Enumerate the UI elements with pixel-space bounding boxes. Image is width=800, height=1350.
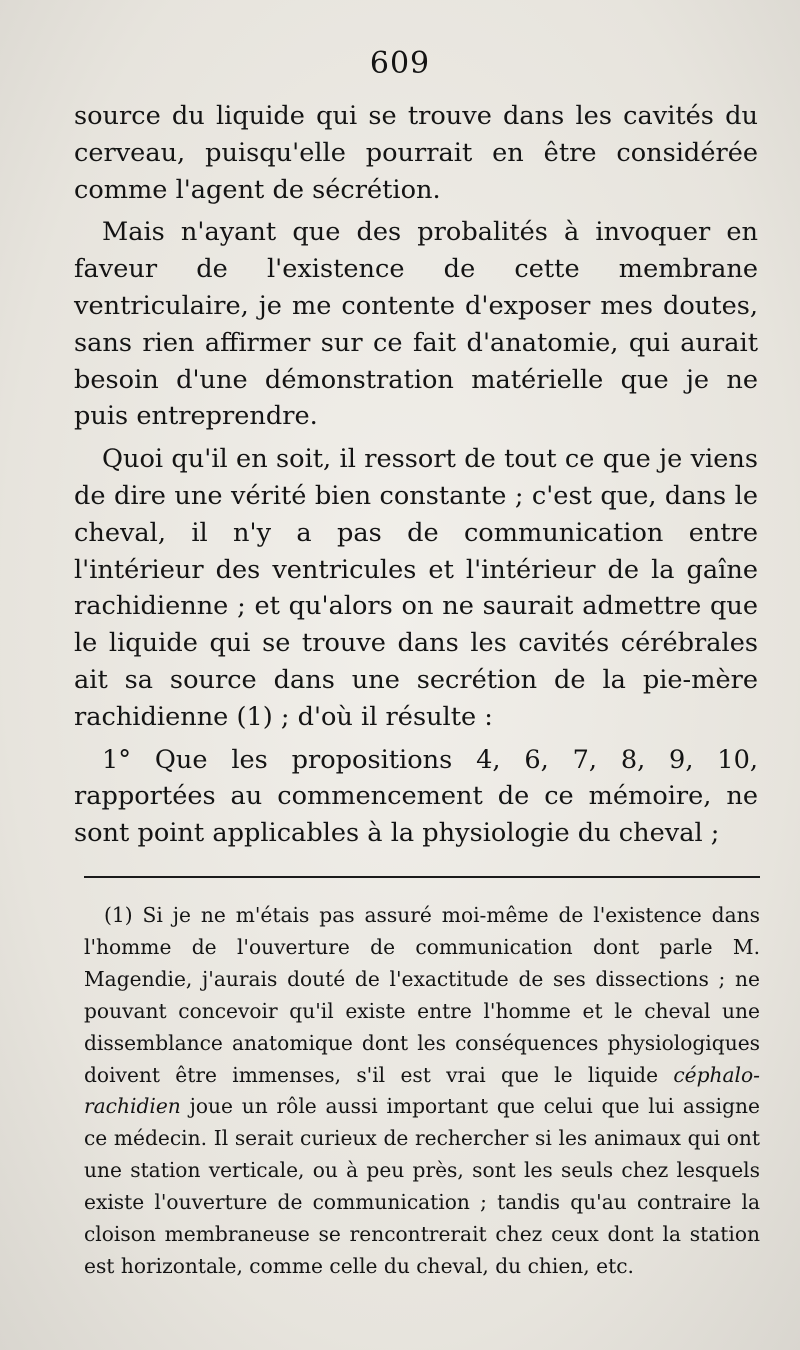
main-text: [74, 98, 758, 852]
footnote-rule: [84, 876, 760, 878]
paragraph-2: Mais n'ayant que des probalités à invoquer en faveur de l'existence de cette membrane ventriculaire, je me contente d'exposer mes doutes, sans rien affirmer sur ce fait d'anatomie, qui aurait besoin d'une démonstration matérielle que je ne puis entreprendre.: [74, 217, 758, 432]
page-number: 609: [369, 46, 431, 81]
paragraph-1: source du liquide qui se trouve dans les cavités du cerveau, puisqu'elle pourrait en être considérée comme l'agent de sécrétion.: [74, 101, 758, 205]
footnote: [84, 900, 760, 1283]
footnote-paragraph: [84, 900, 760, 1283]
footnote-italic-term: céphalo-rachidien: [84, 1062, 760, 1119]
footnote-text-after: joue un rôle aussi important que celui que lui assigne ce médecin. Il serait curieux de rechercher si les animaux qui ont une station verticale, ou à peu près, sont les seuls chez lesquels existe l'ouverture de communication ; tandis qu'au contraire la cloison membraneuse se rencontrerait chez ceux dont la station est horizontale, comme celle du cheval, du chien, etc.: [84, 1094, 760, 1278]
footnote-text-before: (1) Si je ne m'étais pas assuré moi-même de l'existence dans l'homme de l'ouverture de communication dont parle M. Magendie, j'aurais douté de l'exactitude de ses dissections ; ne pouvant concevoir qu'il existe entre l'homme et le cheval une dissemblance anatomique dont les conséquences physiologiques doivent être immenses, s'il est vrai que le liquide: [84, 903, 760, 1087]
paragraph-4: 1° Que les propositions 4, 6, 7, 8, 9, 10, rapportées au commencement de ce mémoire, ne sont point applicables à la physiologie du cheval ;: [74, 744, 758, 849]
paragraph-3: Quoi qu'il en soit, il ressort de tout ce que je viens de dire une vérité bien constante ; c'est que, dans le cheval, il n'y a pas de communication entre l'intérieur des ventricules et l'intérieur de la gaîne rachidienne ; et qu'alors on ne saurait admettre que le liquide qui se trouve dans les cavités cérébrales ait sa source dans une secrétion de la pie-mère rachidienne (1) ; d'où il résulte :: [74, 444, 758, 732]
